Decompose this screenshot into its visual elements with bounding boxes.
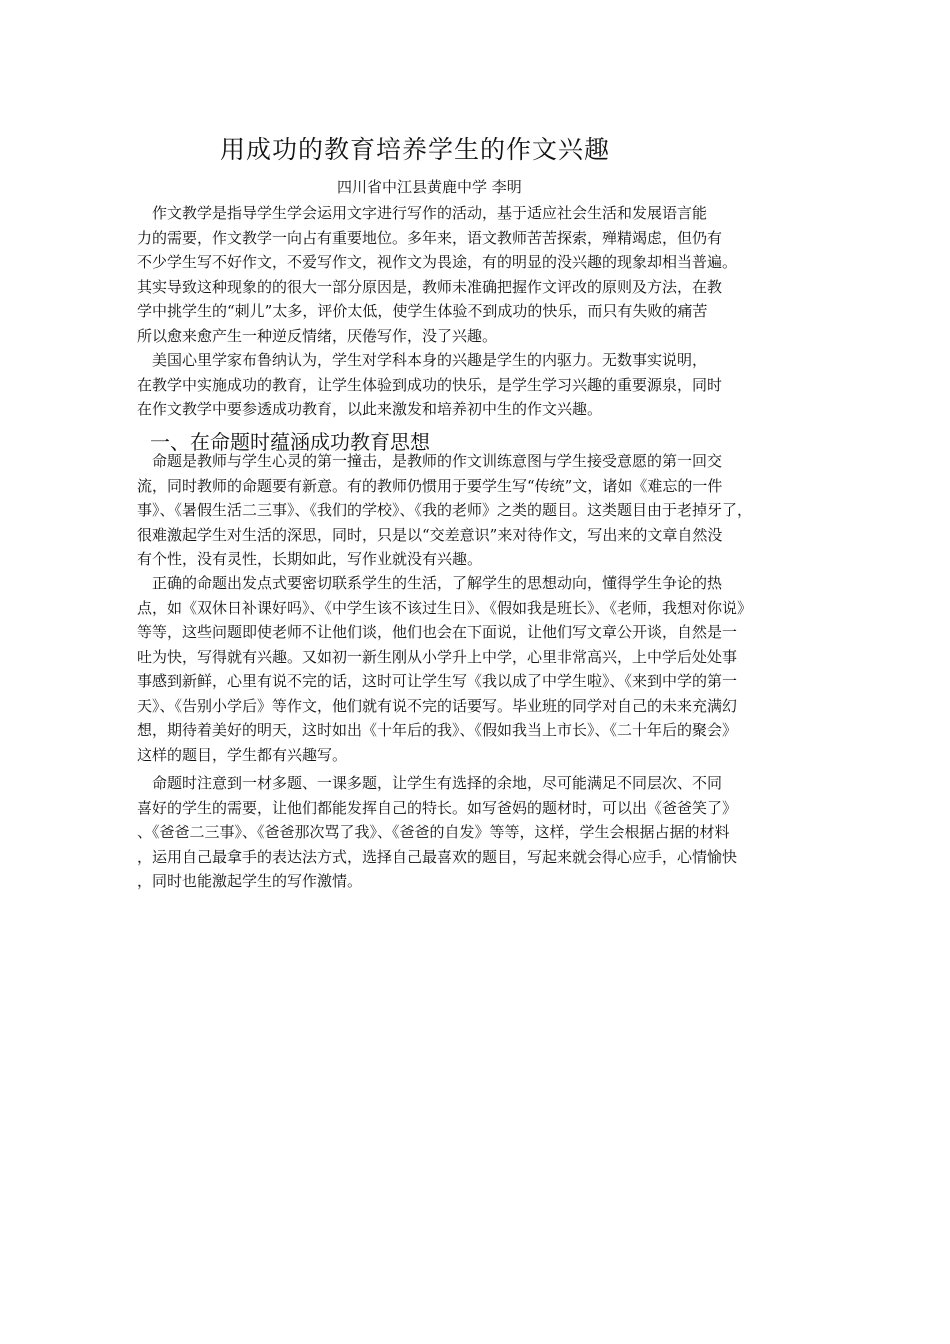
text-line: 作文教学是指导学生学会运用文字进行写作的活动，基于适应社会生活和发展语言能 [137,204,708,222]
text-line: 想，期待着美好的明天，这时如出《十年后的我》、《假如我当上市长》、《二十年后的聚会》 [137,721,738,739]
text-line: 命题时注意到一材多题、一课多题，让学生有选择的余地，尽可能满足不同层次、不同 [137,774,723,792]
text-line: 在作文教学中要参透成功教育，以此来激发和培养初中生的作文兴趣。 [137,400,603,418]
text-line: 等等，这些问题即使老师不让他们谈，他们也会在下面说，让他们写文章公开谈，自然是一 [137,623,738,641]
section-paragraph-3 [137,771,809,894]
intro-paragraph-1 [137,201,809,348]
intro-paragraph-2 [137,348,809,422]
text-line: 事感到新鲜，心里有说不完的话，这时可让学生写《我以成了中学生啦》、《来到中学的第一 [137,672,738,690]
text-line: 天》、《告别小学后》等作文，他们就有说不完的话要写。毕业班的同学对自己的未来充满幻 [137,696,738,715]
text-line: 不少学生写不好作文，不爱写作文，视作文为畏途，有的明显的没兴趣的现象却相当普遍。 [137,253,738,271]
text-line: 喜好的学生的需要，让他们都能发挥自己的特长。如写爸妈的题材时，可以出《爸爸笑了》 [137,798,738,817]
text-line: ，运用自己最拿手的表达法方式，选择自己最喜欢的题目，写起来就会得心应手，心情愉快 [137,847,738,866]
section-heading: 一、在命题时蕴涵成功教育思想 [150,430,430,454]
text-line: 点，如《双休日补课好吗》、《中学生该不该过生日》、《假如我是班长》、《老师，我想对你说》 [137,598,753,617]
document-title: 用成功的教育培养学生的作文兴趣 [220,135,611,164]
text-line: 流，同时教师的命题要有新意。有的教师仍惯用于要学生写“传统”文，诸如《难忘的一件 [137,476,723,495]
text-line: 其实导致这种现象的的很大一部分原因是，教师未准确把握作文评改的原则及方法，在教 [137,277,723,296]
text-line: 命题是教师与学生心灵的第一撞击，是教师的作文训练意图与学生接受意愿的第一回交 [137,452,723,470]
section-paragraph-2 [137,571,809,767]
text-line: 正确的命题出发点式要密切联系学生的生活，了解学生的思想动向，懂得学生争论的热 [137,574,723,592]
section-paragraph-1 [137,449,809,572]
text-line: 吐为快，写得就有兴趣。又如初一新生刚从小学升上中学，心里非常高兴，上中学后处处事 [137,647,738,666]
text-line: ，同时也能激起学生的写作激情。 [137,872,363,890]
text-line: 、《爸爸二三事》、《爸爸那次骂了我》、《爸爸的自发》等等，这样，学生会根据占据的材料 [137,823,730,841]
text-line: 学中挑学生的“刺儿”太多，评价太低，使学生体验不到成功的快乐，而只有失败的痛苦 [137,302,708,320]
text-line: 有个性，没有灵性，长期如此，写作业就没有兴趣。 [137,550,483,568]
text-line: 很难激起学生对生活的深思，同时，只是以“交差意识”来对待作文，写出来的文章自然没 [137,525,723,544]
text-line: 在教学中实施成功的教育，让学生体验到成功的快乐，是学生学习兴趣的重要源泉，同时 [137,375,723,394]
author-byline: 四川省中江县黄鹿中学 李明 [337,178,522,196]
text-line: 所以愈来愈产生一种逆反情绪，厌倦写作，没了兴趣。 [137,326,498,345]
text-line: 力的需要，作文教学一向占有重要地位。多年来，语文教师苦苦探索，殚精竭虑，但仍有 [137,228,723,247]
text-line: 这样的题目，学生都有兴趣写。 [137,745,348,764]
text-line: 美国心里学家布鲁纳认为，学生对学科本身的兴趣是学生的内驱力。无数事实说明， [137,351,708,369]
text-line: 事》、《暑假生活二三事》、《我们的学校》、《我的老师》之类的题目。这类题目由于老掉牙了， [137,501,753,519]
